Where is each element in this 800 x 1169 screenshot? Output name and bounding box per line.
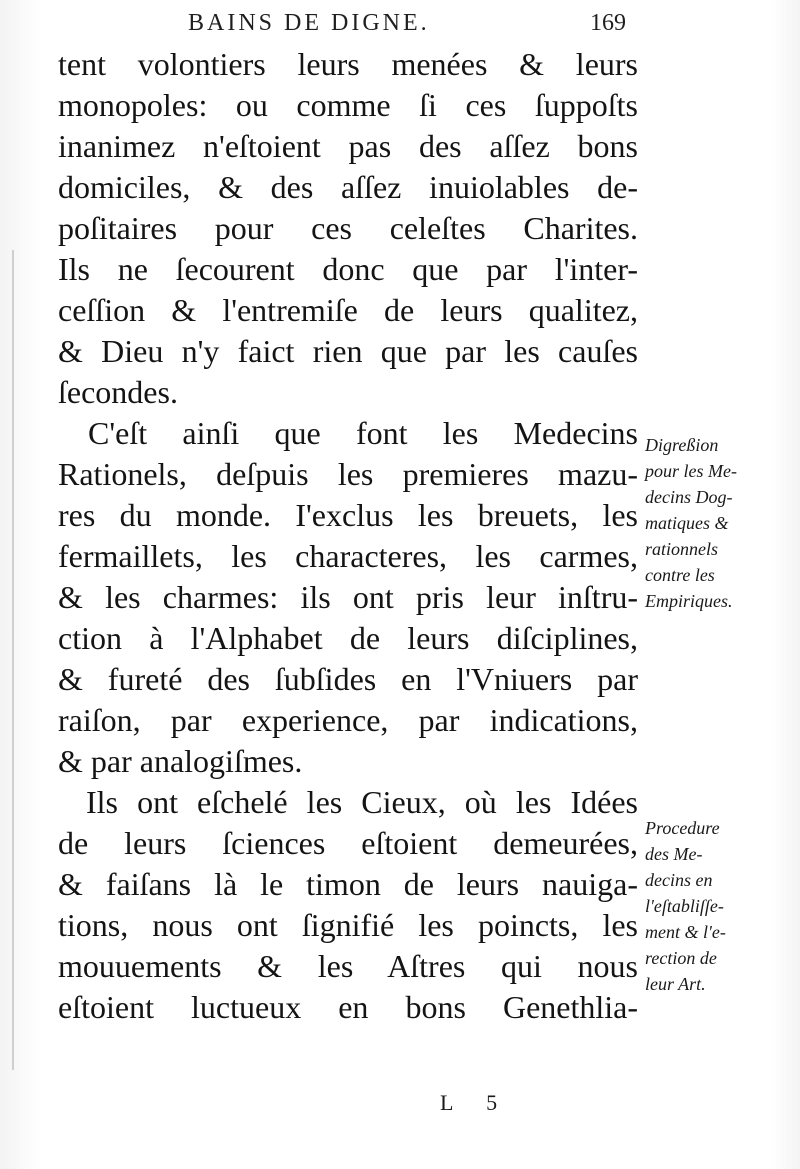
text-line: raiſon, par experience, par indications,	[58, 702, 638, 738]
marginal-note-line: Procedure	[645, 818, 720, 838]
running-title: BAINS DE DIGNE.	[188, 10, 430, 36]
marginal-note-line: leur Art.	[645, 974, 706, 994]
text-line: monopoles: ou comme ſi ces ſuppoſts	[58, 87, 638, 123]
text-line: mouuements & les Aſtres qui nous	[58, 948, 638, 984]
text-line: inanimez n'eſtoient pas des aſſez bons	[58, 128, 638, 164]
page-number: 169	[590, 10, 626, 36]
binding-gutter	[12, 250, 14, 1070]
text-line: eſtoient luctueux en bons Genethlia-	[58, 989, 638, 1025]
marginal-note-line: ment & l'e-	[645, 922, 726, 942]
text-line: tent volontiers leurs menées & leurs	[58, 46, 638, 82]
marginal-note	[645, 815, 775, 997]
text-line: ceſſion & l'entremiſe de leurs qualitez,	[58, 292, 638, 328]
text-line: fermaillets, les characteres, les carmes,	[58, 538, 638, 574]
marginal-note-line: rationnels	[645, 539, 719, 559]
text-line: Ils ont eſchelé les Cieux, où les Idées	[86, 784, 638, 820]
marginal-note-line: matiques &	[645, 513, 729, 533]
marginal-note-line: des Me-	[645, 844, 703, 864]
marginal-note-line: decins Dog-	[645, 487, 733, 507]
text-line: res du monde. I'exclus les breuets, les	[58, 497, 638, 533]
marginal-note-line: pour les Me-	[645, 461, 737, 481]
text-line: & fureté des ſubſides en l'Vniuers par	[58, 661, 638, 697]
text-line: de leurs ſciences eſtoient demeurées,	[58, 825, 638, 861]
marginal-note-line: Digreßion	[645, 435, 719, 455]
marginal-note-line: contre les	[645, 565, 715, 585]
text-line: C'eſt ainſi que font les Medecins	[88, 415, 638, 451]
page-header	[0, 6, 800, 46]
text-line: & par analogiſmes.	[58, 743, 303, 779]
marginal-note-line: decins en	[645, 870, 713, 890]
marginal-note-line: Empiriques.	[645, 591, 733, 611]
text-line: & Dieu n'y faict rien que par les cauſes	[58, 333, 638, 369]
text-line: ſecondes.	[58, 374, 178, 410]
text-line: & faiſans là le timon de leurs nauiga-	[58, 866, 638, 902]
marginal-note	[645, 432, 775, 614]
text-line: & les charmes: ils ont pris leur inſtru-	[58, 579, 638, 615]
main-text-block	[58, 44, 638, 1028]
marginal-note-line: rection de	[645, 948, 717, 968]
signature-mark: L 5	[440, 1090, 512, 1115]
text-line: ction à l'Alphabet de leurs diſciplines,	[58, 620, 638, 656]
marginal-note-line: l'eſtabliſſe-	[645, 896, 724, 916]
text-line: tions, nous ont ſignifié les poincts, les	[58, 907, 638, 943]
text-line: Ils ne ſecourent donc que par l'inter-	[58, 251, 638, 287]
text-line: Rationels, deſpuis les premieres mazu-	[58, 456, 638, 492]
text-line: domiciles, & des aſſez inuiolables de-	[58, 169, 638, 205]
text-line: poſitaires pour ces celeſtes Charites.	[58, 210, 638, 246]
